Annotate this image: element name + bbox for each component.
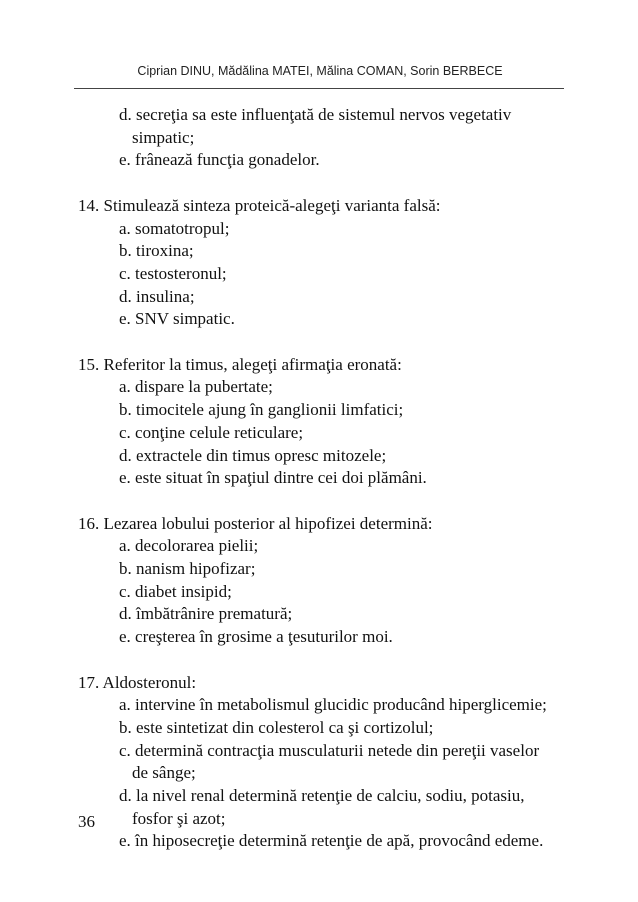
option-line: e. creşterea în grosime a ţesuturilor moi. bbox=[119, 627, 393, 647]
option-line: c. testosteronul; bbox=[119, 263, 227, 283]
option-continuation: fosfor şi azot; bbox=[132, 808, 226, 828]
option-line: b. timocitele ajung în ganglionii limfatici; bbox=[119, 400, 404, 420]
option-line: a. decolorarea pielii; bbox=[119, 536, 259, 556]
spacer bbox=[78, 490, 598, 513]
question-15 bbox=[78, 354, 598, 490]
previous-question-options bbox=[78, 104, 598, 172]
option-line: c. diabet insipid; bbox=[119, 581, 232, 601]
option-line: e. SNV simpatic. bbox=[119, 309, 235, 329]
option-line: d. secreţia sa este influenţată de sistemul nervos vegetativ bbox=[119, 105, 512, 124]
option-line: e. în hiposecreţie determină retenţie de apă, provocând edeme. bbox=[119, 831, 544, 851]
option-line: a. somatotropul; bbox=[119, 218, 230, 238]
option-line: b. nanism hipofizar; bbox=[119, 559, 256, 579]
option-line: a. intervine în metabolismul glucidic producând hiperglicemie; bbox=[119, 695, 547, 715]
option-continuation: simpatic; bbox=[132, 127, 195, 147]
spacer bbox=[78, 331, 598, 354]
option-line: a. dispare la pubertate; bbox=[119, 377, 273, 397]
question-14 bbox=[78, 195, 598, 331]
option-line: d. insulina; bbox=[119, 286, 195, 306]
option-line: e. este situat în spaţiul dintre cei doi plămâni. bbox=[119, 468, 427, 488]
option-line: d. extractele din timus opresc mitozele; bbox=[119, 445, 387, 465]
option-line: c. determină contracţia musculaturii netede din pereţii vaselor bbox=[119, 740, 540, 760]
option-line: d. la nivel renal determină retenţie de calciu, sodiu, potasiu, bbox=[119, 786, 525, 806]
option-line: c. conţine celule reticulare; bbox=[119, 422, 304, 442]
spacer bbox=[78, 172, 598, 195]
option-line: b. tiroxina; bbox=[119, 241, 194, 261]
question-16 bbox=[78, 513, 598, 649]
question-17 bbox=[78, 672, 598, 854]
option-line: e. frânează funcţia gonadelor. bbox=[119, 150, 320, 170]
option-line: b. este sintetizat din colesterol ca şi cortizolul; bbox=[119, 717, 434, 737]
question-title: 17. Aldosteronul: bbox=[78, 672, 197, 692]
header-rule bbox=[74, 88, 564, 89]
page-number: 36 bbox=[78, 812, 95, 831]
spacer bbox=[78, 649, 598, 672]
question-title: 15. Referitor la timus, alegeţi afirmaţia eronată: bbox=[78, 354, 402, 374]
option-continuation: de sânge; bbox=[132, 763, 196, 783]
question-title: 14. Stimulează sinteza proteică-alegeţi varianta falsă: bbox=[78, 195, 441, 215]
question-title: 16. Lezarea lobului posterior al hipofizei determină: bbox=[78, 513, 433, 533]
running-header: Ciprian DINU, Mădălina MATEI, Mălina COMAN, Sorin BERBECE bbox=[137, 64, 503, 78]
option-line: d. îmbătrânire prematură; bbox=[119, 604, 293, 624]
page-content bbox=[78, 104, 598, 853]
